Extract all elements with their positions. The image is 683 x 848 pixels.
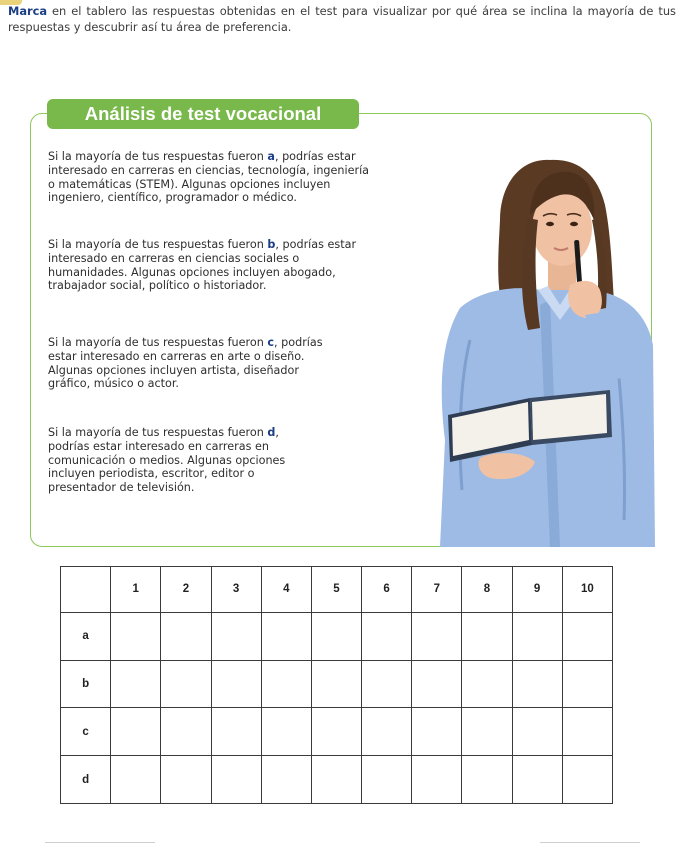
answer-cell[interactable] [512, 660, 562, 708]
answer-cell[interactable] [562, 708, 612, 756]
answer-cell[interactable] [512, 708, 562, 756]
para-d-intro-end: , [275, 426, 279, 439]
answer-cell[interactable] [211, 756, 261, 804]
para-c-intro: Si la mayoría de tus respuestas fueron [48, 336, 268, 349]
column-header: 7 [412, 567, 462, 613]
answers-table [60, 566, 613, 804]
para-d-intro: Si la mayoría de tus respuestas fueron [48, 426, 268, 439]
paragraph-c [48, 336, 428, 391]
column-header: 2 [161, 567, 211, 613]
para-d-key: d [267, 426, 276, 439]
answer-cell[interactable] [161, 708, 211, 756]
answer-cell[interactable] [261, 612, 311, 660]
para-d-line: comunicación o medios. Algunas opciones [48, 453, 286, 467]
answer-cell[interactable] [211, 708, 261, 756]
answer-cell[interactable] [161, 660, 211, 708]
answer-cell[interactable] [512, 612, 562, 660]
answer-cell[interactable] [311, 660, 361, 708]
para-a-intro-end: , podrías estar [274, 150, 356, 163]
paragraph-a [48, 150, 488, 205]
answer-cell[interactable] [562, 756, 612, 804]
footer-divider [540, 842, 640, 843]
para-b-line: humanidades. Algunas opciones incluyen abogado, [48, 265, 336, 279]
column-header: 4 [261, 567, 311, 613]
column-header: 10 [562, 567, 612, 613]
para-a-key: a [267, 150, 275, 163]
footer-divider [45, 842, 155, 843]
answer-cell[interactable] [462, 660, 512, 708]
instructions-body: en el tablero las respuestas obtenidas en el test para visualizar por qué área se inclina la mayoría de tus respuestas y descubrir así tu área de preferencia. [8, 4, 676, 34]
paragraph-b [48, 238, 468, 293]
column-header: 9 [512, 567, 562, 613]
answer-cell[interactable] [211, 660, 261, 708]
column-header: 3 [211, 567, 261, 613]
answer-cell[interactable] [111, 612, 161, 660]
answer-cell[interactable] [512, 756, 562, 804]
row-label: a [61, 612, 111, 660]
table-corner-cell [61, 567, 111, 613]
answer-cell[interactable] [562, 660, 612, 708]
table-row [61, 708, 613, 756]
para-b-intro-end: , podrías estar [275, 238, 357, 251]
para-d-line: podrías estar interesado en carreras en [48, 439, 269, 453]
column-header: 8 [462, 567, 512, 613]
column-header: 6 [362, 567, 412, 613]
para-b-intro: Si la mayoría de tus respuestas fueron [48, 238, 268, 251]
answer-cell[interactable] [362, 708, 412, 756]
column-header: 1 [111, 567, 161, 613]
answer-cell[interactable] [261, 660, 311, 708]
para-b-line: trabajador social, político o historiador. [48, 279, 267, 293]
column-header: 5 [311, 567, 361, 613]
answer-cell[interactable] [211, 612, 261, 660]
table-row [61, 612, 613, 660]
para-c-line: estar interesado en carreras en arte o diseño. [48, 349, 305, 363]
answer-cell[interactable] [161, 756, 211, 804]
para-a-line: ingeniero, científico, programador o médico. [48, 191, 297, 205]
row-label: b [61, 660, 111, 708]
answer-cell[interactable] [261, 756, 311, 804]
answer-cell[interactable] [161, 612, 211, 660]
table-header-row [61, 567, 613, 613]
row-label: c [61, 708, 111, 756]
para-c-intro-end: , podrías [274, 336, 323, 349]
paragraph-d [48, 426, 408, 495]
answer-cell[interactable] [362, 660, 412, 708]
para-c-line: Algunas opciones incluyen artista, diseñador [48, 363, 299, 377]
para-c-key: c [267, 336, 275, 349]
para-b-key: b [267, 238, 276, 251]
answer-cell[interactable] [362, 612, 412, 660]
answer-cell[interactable] [311, 756, 361, 804]
row-label: d [61, 756, 111, 804]
para-b-line: interesado en carreras en ciencias sociales o [48, 251, 300, 265]
answer-cell[interactable] [111, 708, 161, 756]
panel-title: Análisis de test vocacional [47, 99, 359, 129]
answer-cell[interactable] [412, 612, 462, 660]
answer-cell[interactable] [311, 612, 361, 660]
para-c-line: gráfico, músico o actor. [48, 377, 179, 391]
answer-cell[interactable] [412, 756, 462, 804]
answer-cell[interactable] [462, 756, 512, 804]
answer-cell[interactable] [311, 708, 361, 756]
answer-cell[interactable] [111, 756, 161, 804]
instructions-text [8, 4, 676, 35]
table-row [61, 756, 613, 804]
answer-cell[interactable] [462, 612, 512, 660]
answer-cell[interactable] [362, 756, 412, 804]
answer-cell[interactable] [412, 660, 462, 708]
para-a-line: interesado en carreras en ciencias, tecnología, ingeniería [48, 163, 370, 177]
para-a-intro: Si la mayoría de tus respuestas fueron [48, 150, 268, 163]
answer-cell[interactable] [412, 708, 462, 756]
para-d-line: incluyen periodista, escritor, editor o [48, 467, 255, 481]
instructions-lead: Marca [8, 4, 48, 18]
answer-cell[interactable] [111, 660, 161, 708]
para-d-line: presentador de televisión. [48, 481, 195, 495]
answer-cell[interactable] [562, 612, 612, 660]
table-row [61, 660, 613, 708]
answer-cell[interactable] [462, 708, 512, 756]
para-a-line: o matemáticas (STEM). Algunas opciones incluyen [48, 177, 331, 191]
answer-cell[interactable] [261, 708, 311, 756]
